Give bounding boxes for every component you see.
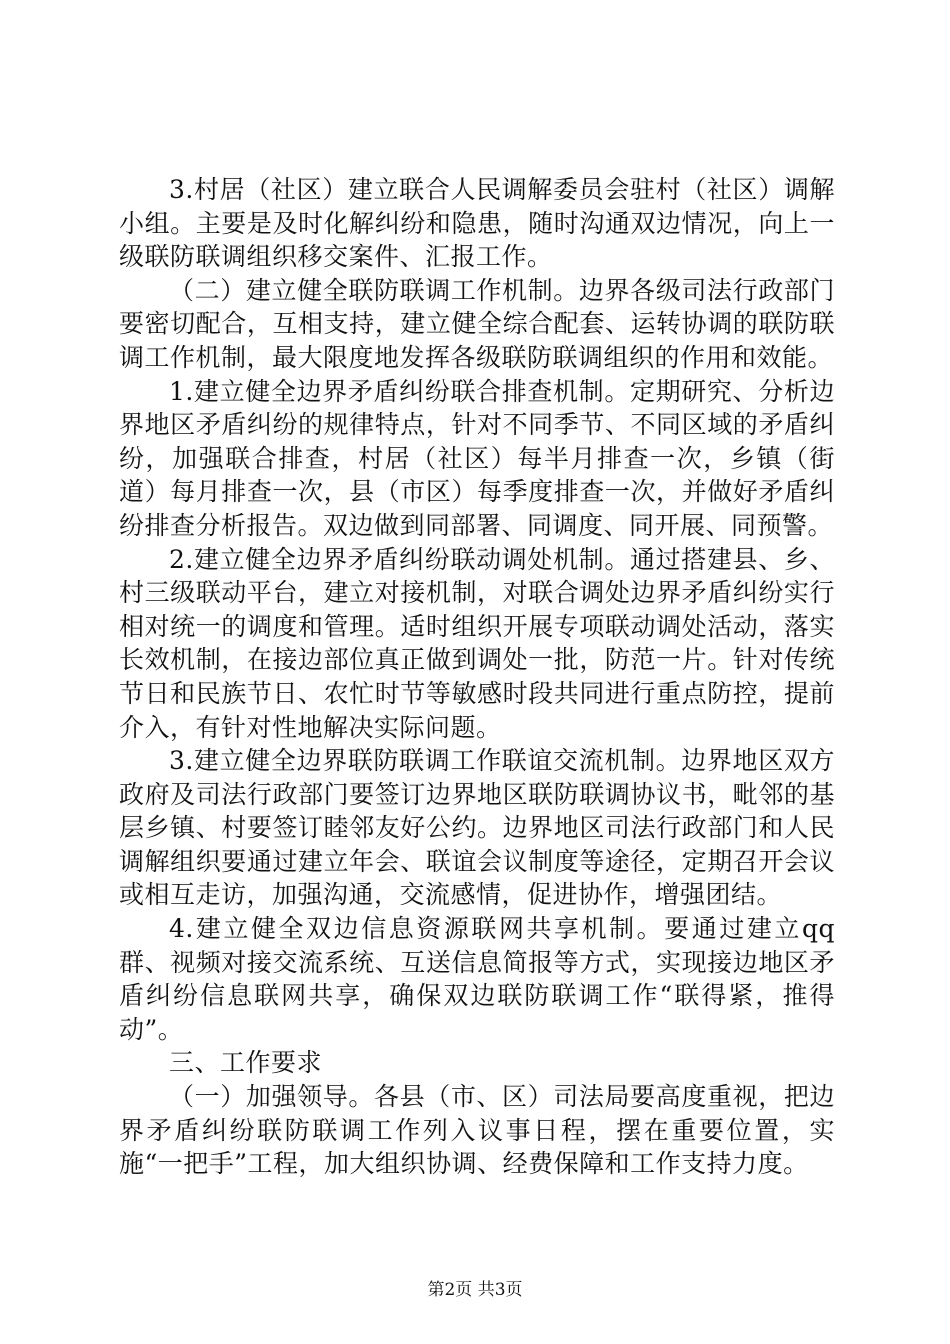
paragraph-mechanism-heading: （二）建立健全联防联调工作机制。边界各级司法行政部门要密切配合，互相支持，建立健全综合配套、运转协调的联防联调工作机制，最大限度地发挥各级联防联调组织的作用和效能。 — [119, 275, 835, 372]
section-heading-work-requirements: 三、工作要求 — [169, 1048, 323, 1078]
page-number-footer: 第2页 共3页 — [427, 1280, 523, 1300]
paragraph-joint-investigation: 1.建立健全边界矛盾纠纷联合排查机制。定期研究、分析边界地区矛盾纠纷的规律特点，针对不同季节、不同区域的矛盾纠纷，加强联合排查，村居（社区）每半月排查一次，乡镇（街道）每月排查一次，县（市区）每季度排查一次，并做好矛盾纠纷排查分析报告。双边做到同部署、同调度、同开展、同预警。 — [119, 376, 835, 540]
paragraph-linked-mediation: 2.建立健全边界矛盾纠纷联动调处机制。通过搭建县、乡、村三级联动平台，建立对接机制，对联合调处边界矛盾纠纷实行相对统一的调度和管理。适时组织开展专项联动调处活动，落实长效机制，在接边部位真正做到调处一批，防范一片。针对传统节日和民族节日、农忙时节等敏感时段共同进行重点防控，提前介入，有针对性地解决实际问题。 — [119, 544, 835, 742]
paragraph-village-mediation-group: 3.村居（社区）建立联合人民调解委员会驻村（社区）调解小组。主要是及时化解纠纷和隐患，随时沟通双边情况，向上一级联防联调组织移交案件、汇报工作。 — [119, 175, 835, 272]
document-body — [119, 173, 835, 1181]
paragraph-friendship-exchange: 3.建立健全边界联防联调工作联谊交流机制。边界地区双方政府及司法行政部门要签订边界地区联防联调协议书，毗邻的基层乡镇、村要签订睦邻友好公约。边界地区司法行政部门和人民调解组织要通过建立年会、联谊会议制度等途径，定期召开会议或相互走访，加强沟通，交流感情，促进协作，增强团结。 — [119, 746, 835, 910]
paragraph-information-sharing: 4.建立健全双边信息资源联网共享机制。要通过建立qq群、视频对接交流系统、互送信息简报等方式，实现接边地区矛盾纠纷信息联网共享，确保双边联防联调工作“联得紧，推得动”。 — [119, 914, 835, 1044]
paragraph-strengthen-leadership: （一）加强领导。各县（市、区）司法局要高度重视，把边界矛盾纠纷联防联调工作列入议事日程，摆在重要位置，实施“一把手”工程，加大组织协调、经费保障和工作支持力度。 — [119, 1082, 835, 1179]
